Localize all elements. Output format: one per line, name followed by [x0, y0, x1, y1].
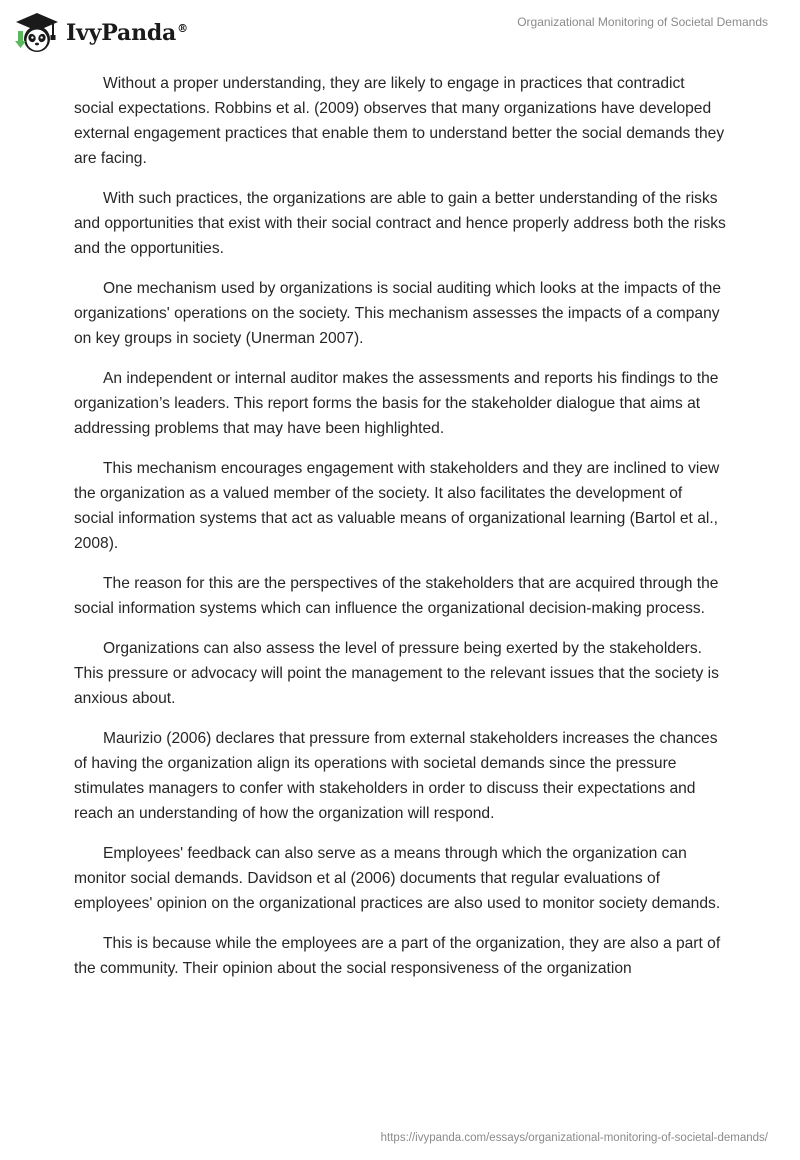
paragraph: Without a proper understanding, they are likely to engage in practices that contradict social expectations. Robbins et al. (2009) observes that many organizations have developed external engagement practices that enable them to understand better the social demands they are facing. [74, 75, 725, 167]
paragraph: Maurizio (2006) declares that pressure from external stakeholders increases the chances of having the organization align its operations with societal demands since the pressure stimulates managers to confer with stakeholders in order to discuss their expectations and reach an understanding of how the organization will respond. [74, 730, 718, 822]
paragraph: This mechanism encourages engagement with stakeholders and they are inclined to view the organization as a valued member of the society. It also facilitates the development of social information systems that act as valuable means of organizational learning (Bartol et al., 2008). [74, 460, 720, 552]
paragraph: Employees' feedback can also serve as a means through which the organization can monitor social demands. Davidson et al (2006) documents that regular evaluations of employees' opinion on the organizational practices are also used to monitor society demands. [74, 845, 721, 912]
brand-logo[interactable] [14, 10, 188, 56]
paragraph: An independent or internal auditor makes the assessments and reports his findings to the organization’s leaders. This report forms the basis for the stakeholder dialogue that aims at addressing problems that may have been highlighted. [74, 370, 719, 437]
panda-graduate-logo-icon [14, 11, 60, 55]
essay-body [74, 71, 726, 996]
paragraph: One mechanism used by organizations is social auditing which looks at the impacts of the organizations' operations on the society. This mechanism assesses the impacts of a company on key groups in society (Unerman 2007). [74, 280, 722, 347]
paragraph: The reason for this are the perspectives of the stakeholders that are acquired through the social information systems which can influence the organizational decision-making process. [74, 575, 719, 617]
paragraph: This is because while the employees are a part of the organization, they are also a part of the community. Their opinion about the social responsiveness of the organization [74, 935, 721, 977]
brand-name: IvyPanda® [66, 20, 188, 46]
document-title: Organizational Monitoring of Societal Demands [517, 15, 768, 29]
registered-mark: ® [177, 21, 188, 35]
source-url[interactable]: https://ivypanda.com/essays/organizational-monitoring-of-societal-demands/ [380, 1132, 768, 1144]
page-header [0, 0, 800, 64]
paragraph: With such practices, the organizations are able to gain a better understanding of the risks and opportunities that exist with their social contract and hence properly address both the risks and the opportunities. [74, 190, 726, 257]
paragraph: Organizations can also assess the level of pressure being exerted by the stakeholders. This pressure or advocacy will point the management to the relevant issues that the society is anxious about. [74, 640, 719, 707]
